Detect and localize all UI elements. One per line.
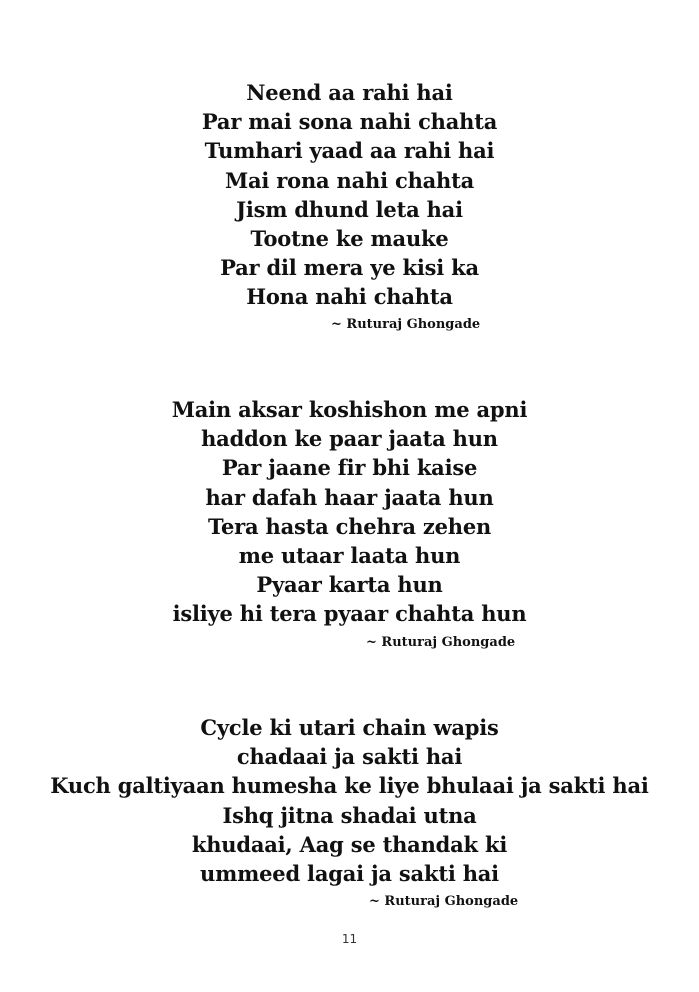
poem-1: [0, 78, 699, 312]
poem-line: ummeed lagai ja sakti hai: [200, 861, 499, 887]
poem-line: Par dil mera ye kisi ka: [220, 255, 479, 281]
poem-line: har dafah haar jaata hun: [205, 484, 494, 510]
poem-3-author: ~ Ruturaj Ghongade: [369, 894, 519, 909]
poem-line: isliye hi tera pyaar chahta hun: [172, 601, 527, 627]
poem-line: Par mai sona nahi chahta: [201, 109, 498, 135]
poem-line: Main aksar koshishon me apni: [171, 397, 528, 422]
poem-line: Cycle ki utari chain wapis: [200, 715, 499, 740]
poem-line: Tera hasta chehra zehen: [207, 513, 492, 539]
poem-line: haddon ke paar jaata hun: [201, 426, 498, 452]
poem-line: Neend aa rahi hai: [246, 80, 453, 105]
page-number: 11: [341, 932, 358, 946]
poem-3: [0, 713, 699, 888]
poem-line: chadaai ja sakti hai: [236, 744, 463, 770]
poem-line: Kuch galtiyaan humesha ke liye bhulaai ja sakti hai: [50, 773, 649, 799]
poem-line: Tumhari yaad aa rahi hai: [204, 138, 495, 164]
poem-line: Ishq jitna shadai utna: [222, 802, 477, 828]
poem-line: me utaar laata hun: [238, 543, 461, 569]
poem-line: Par jaane fir bhi kaise: [221, 455, 478, 481]
poem-line: Tootne ke mauke: [250, 226, 449, 252]
poem-line: khudaai, Aag se thandak ki: [191, 831, 508, 857]
poem-2: [0, 395, 699, 629]
poem-line: Mai rona nahi chahta: [224, 167, 475, 193]
poem-line: Jism dhund leta hai: [236, 196, 463, 222]
poem-2-author: ~ Ruturaj Ghongade: [366, 635, 516, 650]
poem-line: Pyaar karta hun: [256, 572, 443, 598]
poem-line: Hona nahi chahta: [246, 284, 453, 310]
poem-1-author: ~ Ruturaj Ghongade: [331, 317, 481, 332]
